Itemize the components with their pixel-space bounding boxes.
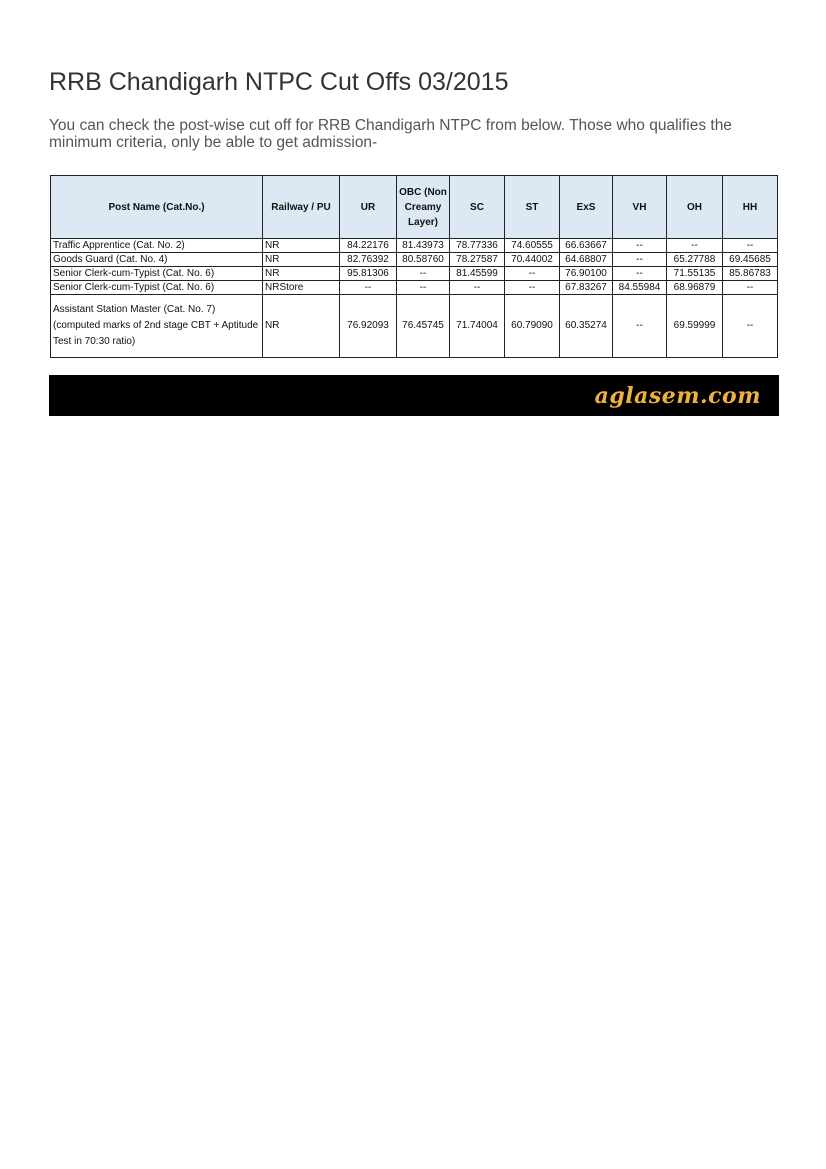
cell-vh: -- bbox=[613, 295, 667, 358]
cell-obc: 80.58760 bbox=[397, 253, 450, 267]
cell-exs: 64.68807 bbox=[560, 253, 613, 267]
cell-sc: 78.77336 bbox=[450, 239, 505, 253]
cell-hh: 69.45685 bbox=[723, 253, 778, 267]
table-row bbox=[51, 239, 778, 253]
cell-hh: -- bbox=[723, 281, 778, 295]
col-header-st: ST bbox=[505, 176, 560, 239]
cell-post-name: Traffic Apprentice (Cat. No. 2) bbox=[51, 239, 263, 253]
cell-oh: 68.96879 bbox=[667, 281, 723, 295]
table-row bbox=[51, 267, 778, 281]
col-header-vh: VH bbox=[613, 176, 667, 239]
col-header-oh: OH bbox=[667, 176, 723, 239]
cell-st: -- bbox=[505, 267, 560, 281]
cell-obc: 81.43973 bbox=[397, 239, 450, 253]
cell-sc: 71.74004 bbox=[450, 295, 505, 358]
cell-railway: NR bbox=[263, 295, 340, 358]
cell-oh: 69.59999 bbox=[667, 295, 723, 358]
cell-vh: -- bbox=[613, 239, 667, 253]
cell-oh: 65.27788 bbox=[667, 253, 723, 267]
cell-ur: 84.22176 bbox=[340, 239, 397, 253]
cell-railway: NR bbox=[263, 239, 340, 253]
intro-paragraph: You can check the post-wise cut off for RRB Chandigarh NTPC from below. Those who qualifies the minimum criteria, only be able to get admission- bbox=[49, 117, 732, 151]
cell-oh: 71.55135 bbox=[667, 267, 723, 281]
col-header-sc: SC bbox=[450, 176, 505, 239]
cutoff-table bbox=[50, 175, 778, 358]
cell-exs: 76.90100 bbox=[560, 267, 613, 281]
col-header-obc: OBC (Non Creamy Layer) bbox=[397, 176, 450, 239]
cell-vh: -- bbox=[613, 267, 667, 281]
cell-ur: 95.81306 bbox=[340, 267, 397, 281]
cell-sc: -- bbox=[450, 281, 505, 295]
cutoff-table-image bbox=[49, 172, 779, 416]
cell-ur: -- bbox=[340, 281, 397, 295]
cell-vh: -- bbox=[613, 253, 667, 267]
col-header-hh: HH bbox=[723, 176, 778, 239]
cell-hh: 85.86783 bbox=[723, 267, 778, 281]
cell-obc: -- bbox=[397, 281, 450, 295]
cell-exs: 67.83267 bbox=[560, 281, 613, 295]
cell-exs: 66.63667 bbox=[560, 239, 613, 253]
cell-ur: 76.92093 bbox=[340, 295, 397, 358]
cell-railway: NRStore bbox=[263, 281, 340, 295]
watermark-logo: aglasem.com bbox=[594, 383, 761, 409]
cell-vh: 84.55984 bbox=[613, 281, 667, 295]
cell-post-name: Senior Clerk-cum-Typist (Cat. No. 6) bbox=[51, 267, 263, 281]
cell-ur: 82.76392 bbox=[340, 253, 397, 267]
cell-sc: 81.45599 bbox=[450, 267, 505, 281]
table-header-row bbox=[51, 176, 778, 239]
cell-post-name: Assistant Station Master (Cat. No. 7) (computed marks of 2nd stage CBT + Aptitude Test in 70:30 ratio) bbox=[51, 295, 263, 358]
col-header-railway: Railway / PU bbox=[263, 176, 340, 239]
col-header-post-name: Post Name (Cat.No.) bbox=[51, 176, 263, 239]
col-header-exs: ExS bbox=[560, 176, 613, 239]
table-row bbox=[51, 253, 778, 267]
cell-st: 70.44002 bbox=[505, 253, 560, 267]
cell-st: -- bbox=[505, 281, 560, 295]
cell-exs: 60.35274 bbox=[560, 295, 613, 358]
page-title: RRB Chandigarh NTPC Cut Offs 03/2015 bbox=[49, 68, 509, 96]
cell-hh: -- bbox=[723, 295, 778, 358]
cell-st: 60.79090 bbox=[505, 295, 560, 358]
cell-post-name: Goods Guard (Cat. No. 4) bbox=[51, 253, 263, 267]
cell-post-name: Senior Clerk-cum-Typist (Cat. No. 6) bbox=[51, 281, 263, 295]
cell-railway: NR bbox=[263, 253, 340, 267]
cell-st: 74.60555 bbox=[505, 239, 560, 253]
cell-hh: -- bbox=[723, 239, 778, 253]
col-header-ur: UR bbox=[340, 176, 397, 239]
table-row bbox=[51, 295, 778, 358]
cell-obc: 76.45745 bbox=[397, 295, 450, 358]
watermark-bar bbox=[49, 375, 779, 416]
cell-obc: -- bbox=[397, 267, 450, 281]
cell-oh: -- bbox=[667, 239, 723, 253]
cell-sc: 78.27587 bbox=[450, 253, 505, 267]
cell-railway: NR bbox=[263, 267, 340, 281]
table-row bbox=[51, 281, 778, 295]
